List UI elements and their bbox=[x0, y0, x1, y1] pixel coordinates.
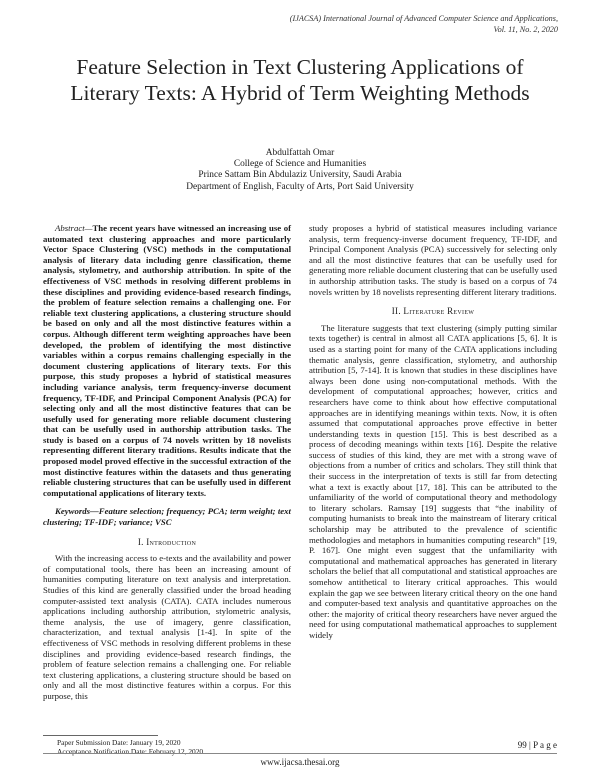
author-block bbox=[40, 148, 560, 193]
journal-name: (IJACSA) International Journal of Advanced Computer Science and Applications, bbox=[289, 14, 558, 23]
literature-review-paragraph: The literature suggests that text clustering (simply putting similar texts together) is central in almost all CATA applications [5, 6]. It is used as a starting point for many of the CATA applications including thematic analysis, genre classification, stylometry, and authorship attribution [5, 7-14]. It is known that studies in these disciplines have always been done using non-computational methods. With the development of computational approaches; however, critics and researchers have come to think about how effective computational approaches are in identifying meanings within texts. Now, it is often assumed that computational approaches prove effective in better understanding texts in question [15]. This is best described as a process of decoding meanings within texts [16]. Despite the relative success of studies of this kind, they are met with a strong wave of objections from a number of critics and scholars. They still think that their success in the interpretation of texts is still far from detecting what a text is exactly about [17, 18]. This can be attributed to the unfamiliarity of the world of computational theory and methodology to literary scholars. Ramsay [19] suggests that “the inability of computing humanists to break into the mainstream of literary critical scholarship may be attributed to the prevalence of scientific methodologies and metaphors in humanities computing research” [19, P. 167]. One might even suggest that the unfamiliarity with computational and mathematical approaches has generated in literary scholars the belief that all computational and statistical approaches are somehow antithetical to literary critical approaches. This would explain the gap we see between literary critical theory on the one hand and computer-based text analysis and quantitative approaches on the other: the majority of critical theory researchers have never argued the need for using computational mathematical approaches to supplement widely bbox=[309, 322, 557, 640]
section-heading-literature-review: II. Literature Review bbox=[391, 306, 475, 317]
journal-volume: Vol. 11, No. 2, 2020 bbox=[493, 24, 558, 34]
introduction-paragraph-continued: study proposes a hybrid of statistical measures including variance analysis, term frequency-inverse document frequency, TF-IDF, and Principal Component Analysis (PCA) successively for selecting only and all the most distinctive features that can be usefully used for generating more reliable document clustering that can be usefully used in authorship attribution tasks. The study is based on a corpus of 74 novels written by 18 novelists representing different literary traditions. bbox=[309, 223, 557, 297]
footer-divider bbox=[43, 753, 557, 754]
journal-website: www.ijacsa.thesai.org bbox=[260, 757, 340, 767]
abstract bbox=[43, 223, 291, 498]
author-affiliation-college: College of Science and Humanities bbox=[233, 159, 367, 170]
right-column bbox=[309, 223, 557, 641]
abstract-lead: Abstract— bbox=[55, 223, 93, 233]
keywords: Keywords—Feature selection; frequency; PCA; term weight; text clustering; TF-IDF; variance; VSC bbox=[43, 506, 291, 528]
page-number: 99 | P a g e bbox=[517, 740, 557, 750]
journal-header bbox=[158, 14, 558, 35]
abstract-text: The recent years have witnessed an increasing use of automated text clustering approaches and more particularly Vector Space Clustering (VSC) methods in the computational analysis of literary data including genre classification, theme analysis, stylometry, and authorship attribution. In spite of the effectiveness of VSC methods in resolving different problems in these disciplines and providing evidence-based research findings, the problem of feature selection remains a challenging one. For reliable text clustering applications, a clustering structure should be based on only and all the most distinctive features within a corpus. Although different term weighting approaches have been developed, the problem of identifying the most distinctive variables within a corpus remains challenging especially in the document clustering applications of literary texts. For this purpose, this study proposes a hybrid of statistical measures including variance analysis, term frequency-inverse document frequency, TF-IDF, and Principal Component Analysis (PCA) for selecting only and all the most distinctive features that can be usefully used for generating more reliable document clustering that can be usefully used in authorship attribution tasks. The study is based on a corpus of 74 novels written by 18 novelists representing different literary traditions. Results indicate that the proposed model proved effective in the successful extraction of the most distinctive features within the datasets and thus generating reliable clustering structures that can be usefully used in different computational applications of literary texts. bbox=[43, 223, 291, 498]
section-heading-introduction: I. Introduction bbox=[137, 536, 197, 547]
paper-title: Feature Selection in Text Clustering Applications of Literary Texts: A Hybrid of Term Weighting Methods bbox=[70, 55, 530, 105]
author-name: Abdulfattah Omar bbox=[265, 148, 335, 158]
left-column bbox=[43, 223, 291, 702]
author-affiliation-department: Department of English, Faculty of Arts, Port Said University bbox=[186, 181, 414, 192]
acceptance-date: Acceptance Notification Date: February 12, 2020 bbox=[57, 747, 204, 757]
submission-date: Paper Submission Date: January 19, 2020 bbox=[57, 738, 181, 747]
author-affiliation-university: Prince Sattam Bin Abdulaziz University, Saudi Arabia bbox=[198, 170, 402, 181]
introduction-paragraph: With the increasing access to e-texts and the availability and power of computational tools, there has been an increasing amount of humanities computing literature on text analysis and interpretation. Studies of this kind are generally classified under the broad heading computer-assisted text analysis (CATA). CATA includes numerous applications including authorship attribution, stylometric analysis, theme analysis, the use of imagery, genre classification, characterization, and textual analysis [1-4]. In spite of the effectiveness of VSC methods in resolving different problems in these disciplines and providing evidence-based research findings, the problem of feature selection remains a challenging one. For reliable text clustering applications, a clustering structure should be based on only and all the most distinctive features within a corpus. For this purpose, this bbox=[43, 553, 291, 701]
footnote-divider bbox=[43, 735, 158, 736]
